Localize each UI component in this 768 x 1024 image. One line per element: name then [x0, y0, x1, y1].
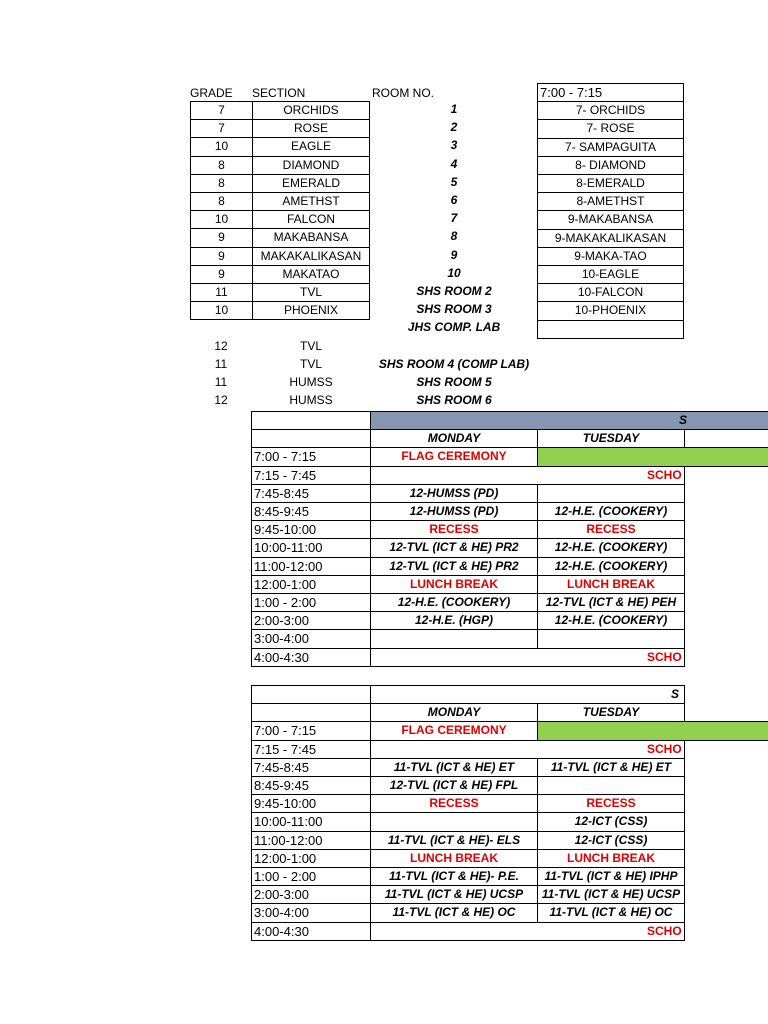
- time-slot: 10:00-11:00: [251, 538, 371, 557]
- time-slot: 3:00-4:00: [251, 629, 371, 648]
- room-cell: 1: [450, 102, 458, 116]
- grade-cell: 9: [190, 247, 253, 266]
- monday-cell: 12-HUMSS (PD): [370, 484, 538, 503]
- tuesday-cell: [537, 776, 685, 795]
- grade-cell: 10: [190, 210, 253, 229]
- tuesday-cell: RECESS: [537, 794, 685, 813]
- tuesday-cell: 11-TVL (ICT & HE) UCSP: [537, 885, 685, 904]
- time-slot: 2:00-3:00: [251, 885, 371, 904]
- blank-corner: [251, 703, 371, 722]
- time-slot: 2:00-3:00: [251, 611, 371, 630]
- grade-cell: 11: [214, 375, 228, 389]
- room-cell: 4: [450, 156, 458, 171]
- time-slot: 4:00-4:30: [251, 922, 371, 941]
- grade-cell: 11: [214, 356, 228, 371]
- monday-cell: 12-H.E. (HGP): [370, 611, 538, 630]
- monday-cell: RECESS: [370, 520, 538, 539]
- school-span-cell: SCHO: [370, 648, 685, 667]
- monday-cell: LUNCH BREAK: [370, 849, 538, 868]
- room-cell: 6: [450, 193, 458, 207]
- slot-cell: 7- SAMPAGUITA: [537, 138, 684, 157]
- section-cell: TVL: [299, 338, 322, 353]
- blank-corner: [251, 411, 371, 430]
- grade-cell: 12: [214, 338, 228, 353]
- slot-cell: 7- ROSE: [537, 119, 684, 138]
- tuesday-cell: 12-H.E. (COOKERY): [537, 611, 685, 630]
- slot-cell: 9-MAKA-TAO: [537, 247, 684, 266]
- monday-cell: 11-TVL (ICT & HE)- P.E.: [370, 867, 538, 886]
- monday-cell: 12-H.E. (COOKERY): [370, 593, 538, 612]
- grade-cell: 10: [190, 137, 253, 156]
- section-cell: EMERALD: [252, 174, 370, 193]
- tuesday-cell: 11-TVL (ICT & HE) ET: [537, 758, 685, 777]
- tuesday-cell: 12-H.E. (COOKERY): [537, 557, 685, 576]
- room-cell: 5: [450, 174, 458, 189]
- school-span-cell: SCHO: [370, 922, 685, 941]
- school-span-cell: SCHO: [370, 740, 685, 759]
- room-cell: SHS ROOM 4 (COMP LAB): [378, 356, 530, 371]
- time-slot: 11:00-12:00: [251, 831, 371, 850]
- time-slot: 7:45-8:45: [251, 758, 371, 777]
- grade-cell: 7: [190, 101, 253, 120]
- tuesday-cell: 11-TVL (ICT & HE) IPHP: [537, 867, 685, 886]
- tuesday-cell: 12-ICT (CSS): [537, 812, 685, 831]
- tuesday-cell: 12-H.E. (COOKERY): [537, 538, 685, 557]
- section-cell: MAKAKALIKASAN: [252, 247, 370, 266]
- schedule-title: S: [370, 685, 685, 704]
- slot-cell: 10-EAGLE: [537, 265, 684, 284]
- monday-cell: 11-TVL (ICT & HE) ET: [370, 758, 538, 777]
- blank-corner: [251, 685, 371, 704]
- blank-corner: [251, 429, 371, 448]
- time-slot: 12:00-1:00: [251, 575, 371, 594]
- day-header-monday: MONDAY: [370, 429, 538, 448]
- time-slot: 11:00-12:00: [251, 557, 371, 576]
- room-cell: 10: [447, 265, 461, 280]
- school-span-cell: SCHO: [370, 466, 685, 485]
- section-cell: PHOENIX: [252, 301, 370, 320]
- room-cell: SHS ROOM 6: [416, 393, 492, 408]
- monday-cell: RECESS: [370, 794, 538, 813]
- room-cell: 8: [450, 229, 458, 244]
- room-cell: 7: [450, 211, 458, 226]
- monday-cell: LUNCH BREAK: [370, 575, 538, 594]
- day-header-tuesday: TUESDAY: [537, 429, 685, 448]
- room-cell: SHS ROOM 2: [416, 284, 492, 298]
- monday-cell: 12-TVL (ICT & HE) PR2: [370, 538, 538, 557]
- time-slot: 7:00 - 7:15: [251, 721, 371, 740]
- day-header-monday: MONDAY: [370, 703, 538, 722]
- tuesday-cell: 12-TVL (ICT & HE) PEH: [537, 593, 685, 612]
- tuesday-cell: 12-H.E. (COOKERY): [537, 502, 685, 521]
- slot-cell: [537, 320, 684, 339]
- monday-cell: 11-TVL (ICT & HE) OC: [370, 903, 538, 922]
- section-cell: DIAMOND: [252, 156, 370, 175]
- monday-cell: [370, 629, 538, 648]
- monday-cell: 12-TVL (ICT & HE) FPL: [370, 776, 538, 795]
- slot-cell: 10-PHOENIX: [537, 301, 684, 320]
- section-cell: MAKATAO: [252, 265, 370, 284]
- tuesday-cell: RECESS: [537, 520, 685, 539]
- slot-cell: 7- ORCHIDS: [537, 101, 684, 120]
- time-slot: 12:00-1:00: [251, 849, 371, 868]
- slot-cell: 9-MAKABANSA: [537, 210, 684, 229]
- time-slot: 9:45-10:00: [251, 794, 371, 813]
- monday-cell: [370, 812, 538, 831]
- time-slot: 1:00 - 2:00: [251, 593, 371, 612]
- section-cell: ORCHIDS: [252, 101, 370, 120]
- time-slot: 1:00 - 2:00: [251, 867, 371, 886]
- section-cell: TVL: [252, 283, 370, 302]
- time-slot: 7:15 - 7:45: [251, 466, 371, 485]
- time-slot: 8:45-9:45: [251, 502, 371, 521]
- monday-cell: FLAG CEREMONY: [370, 721, 538, 740]
- monday-cell: FLAG CEREMONY: [370, 447, 538, 466]
- room-cell: SHS ROOM 3: [416, 302, 492, 317]
- day-header-tuesday: TUESDAY: [537, 703, 685, 722]
- slot-cell: 10-FALCON: [537, 283, 684, 302]
- grade-cell: 8: [190, 192, 253, 211]
- tuesday-cell: 12-ICT (CSS): [537, 831, 685, 850]
- monday-cell: 12-HUMSS (PD): [370, 502, 538, 521]
- tuesday-flag-cell: [537, 447, 768, 466]
- schedule-title: S: [370, 411, 768, 430]
- room-cell: 9: [450, 247, 458, 262]
- grade-cell: 12: [214, 393, 228, 408]
- grade-cell: 9: [190, 228, 253, 247]
- section-cell: ROSE: [252, 119, 370, 138]
- tuesday-cell: LUNCH BREAK: [537, 575, 685, 594]
- room-cell: JHS COMP. LAB: [407, 320, 501, 335]
- monday-cell: 11-TVL (ICT & HE)- ELS: [370, 831, 538, 850]
- monday-cell: 12-TVL (ICT & HE) PR2: [370, 557, 538, 576]
- room-header: ROOM NO.: [372, 86, 434, 100]
- room-cell: 2: [450, 120, 458, 135]
- time-slot: 10:00-11:00: [251, 812, 371, 831]
- grade-header: GRADE: [190, 86, 233, 100]
- grade-cell: 9: [190, 265, 253, 284]
- grade-cell: 11: [190, 283, 253, 302]
- room-cell: [370, 338, 538, 356]
- slot-cell: 8- DIAMOND: [537, 156, 684, 175]
- section-cell: EAGLE: [252, 137, 370, 156]
- tuesday-cell: 11-TVL (ICT & HE) OC: [537, 903, 685, 922]
- time-slot: 8:45-9:45: [251, 776, 371, 795]
- grade-cell: 8: [190, 174, 253, 193]
- time-slot: 4:00-4:30: [251, 648, 371, 667]
- grade-cell: 8: [190, 156, 253, 175]
- room-cell: 3: [450, 138, 458, 153]
- slot-cell: 8-EMERALD: [537, 174, 684, 193]
- grade-cell: 10: [190, 301, 253, 320]
- slot-cell: 8-AMETHST: [537, 192, 684, 211]
- section-cell: HUMSS: [289, 375, 333, 389]
- section-header: SECTION: [252, 86, 306, 100]
- tuesday-cell: [537, 484, 685, 503]
- time-slot: 9:45-10:00: [251, 520, 371, 539]
- time-slot: 7:00 - 7:15: [251, 447, 371, 466]
- monday-cell: 11-TVL (ICT & HE) UCSP: [370, 885, 538, 904]
- tuesday-cell: [537, 629, 685, 648]
- slot-cell: 9-MAKAKALIKASAN: [537, 229, 684, 248]
- tuesday-flag-cell: [537, 721, 768, 740]
- slot-header: 7:00 - 7:15: [537, 83, 684, 102]
- tuesday-cell: LUNCH BREAK: [537, 849, 685, 868]
- time-slot: 7:15 - 7:45: [251, 740, 371, 759]
- time-slot: 3:00-4:00: [251, 903, 371, 922]
- section-cell: AMETHST: [252, 192, 370, 211]
- section-cell: FALCON: [252, 210, 370, 229]
- section-cell: MAKABANSA: [252, 228, 370, 247]
- section-cell: HUMSS: [289, 393, 333, 408]
- grade-cell: 7: [190, 119, 253, 138]
- room-cell: SHS ROOM 5: [416, 375, 492, 389]
- section-cell: TVL: [299, 356, 322, 371]
- time-slot: 7:45-8:45: [251, 484, 371, 503]
